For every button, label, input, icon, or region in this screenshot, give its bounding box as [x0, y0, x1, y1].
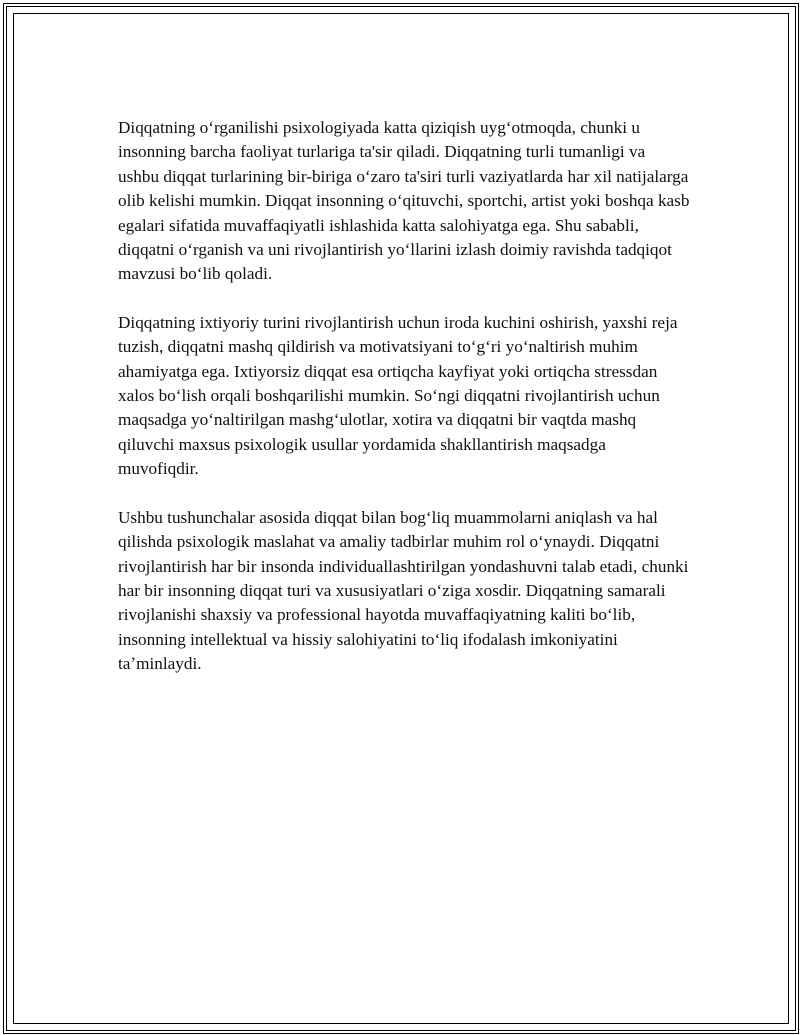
paragraph-2: Diqqatning ixtiyoriy turini rivojlantirish uchun iroda kuchini oshirish, yaxshi reja tuzish, diqqatni mashq qildirish va motivatsiyani toʻgʻri yoʻnaltirish muhim ahamiyatga ega. Ixtiyorsiz diqqat esa ortiqcha kayfiyat yoki ortiqcha stressdan xalos boʻlish orqali boshqarilishi mumkin. Soʻngi diqqatni rivojlantirish uchun maqsadga yoʻnaltirilgan mashgʻulotlar, xotira va diqqatni bir vaqtda mashq qiluvchi maxsus psixologik usullar yordamida shakllantirish maqsadga muvofiqdir. — [118, 312, 678, 479]
paragraph-3: Ushbu tushunchalar asosida diqqat bilan bogʻliq muammolarni aniqlash va hal qilishda psixologik maslahat va amaliy tadbirlar muhim rol oʻynaydi. Diqqatni rivojlantirish har bir insonda individuallashtirilgan yondashuvni talab etadi, chunki har bir insonning diqqat turi va xususiyatlari oʻziga xosdir. Diqqatning samarali rivojlanishi shaxsiy va professional hayotda muvaffaqiyatning kaliti boʻlib, insonning intellektual va hissiy salohiyatini toʻliq ifodalash imkoniyatini taʼminlaydi. — [118, 507, 689, 674]
document-body — [118, 116, 690, 701]
paragraph-1: Diqqatning oʻrganilishi psixologiyada katta qiziqish uygʻotmoqda, chunki u insonning barcha faoliyat turlariga ta'sir qiladi. Diqqatning turli tumanligi va ushbu diqqat turlarining bir-biriga oʻzaro ta'siri turli vaziyatlarda har xil natijalarga olib kelishi mumkin. Diqqat insonning oʻqituvchi, sportchi, artist yoki boshqa kasb egalari sifatida muvaffaqiyatli ishlashida katta salohiyatga ega. Shu sababli, diqqatni oʻrganish va uni rivojlantirish yoʻllarini izlash doimiy ravishda tadqiqot mavzusi boʻlib qoladi. — [118, 118, 690, 284]
